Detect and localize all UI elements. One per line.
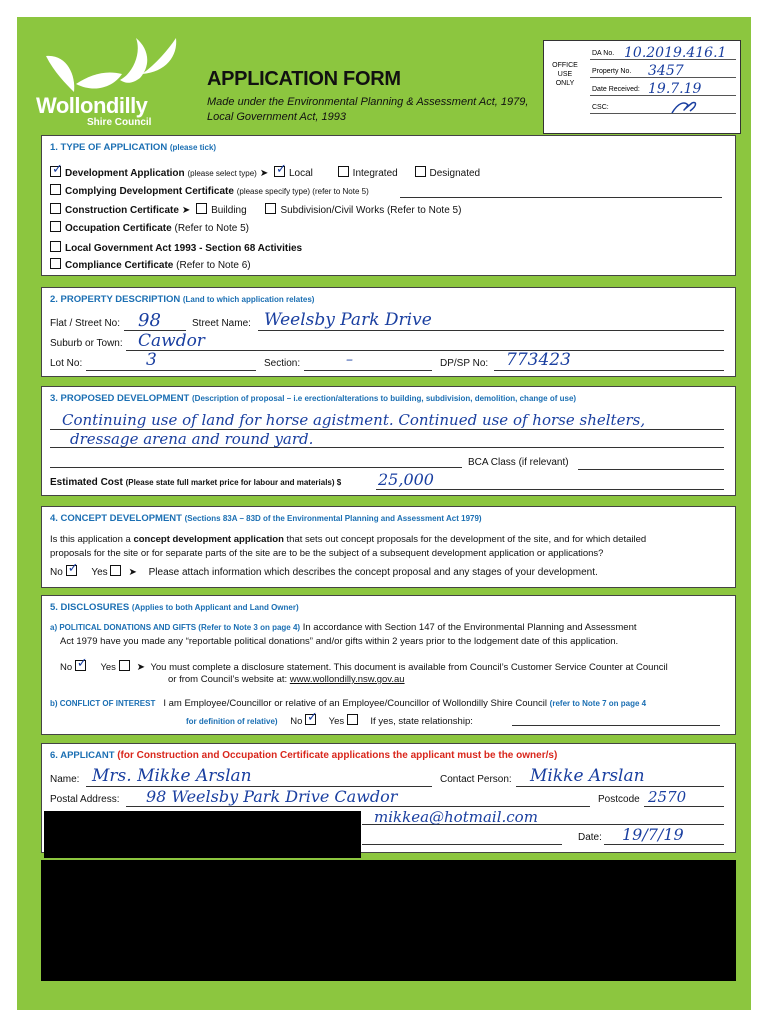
da-value[interactable]: 10.2019.416.1 bbox=[624, 45, 727, 61]
date-label: Date: bbox=[578, 832, 602, 843]
form-title: APPLICATION FORM bbox=[207, 68, 401, 90]
dp-value[interactable]: 773423 bbox=[506, 350, 571, 370]
donations-title: a) POLITICAL DONATIONS AND GIFTS (Refer to Note 3 on page 4) bbox=[50, 623, 301, 632]
checkbox-designated[interactable] bbox=[415, 166, 426, 177]
redaction-block-1 bbox=[44, 811, 361, 858]
section-3-title bbox=[50, 393, 576, 404]
section-type-of-application bbox=[41, 135, 736, 276]
s6-title-text: 6. APPLICANT bbox=[50, 750, 115, 761]
concept-no-label: No bbox=[50, 567, 63, 578]
dev-app-note: (please select type) bbox=[187, 169, 257, 178]
form-subtitle bbox=[207, 95, 528, 125]
section-property-description bbox=[41, 287, 736, 377]
s3-title-text: 3. PROPOSED DEVELOPMENT bbox=[50, 393, 190, 404]
contact-value[interactable]: Mikke Arslan bbox=[530, 766, 645, 786]
row-occupation-certificate bbox=[50, 221, 249, 234]
proposal-text-1[interactable]: Continuing use of land for horse agistment. Continued use of horse shelters, bbox=[62, 411, 646, 429]
s3-title-note: (Description of proposal – i.e erection/alterations to building, subdivision, demolition, change of use) bbox=[192, 394, 577, 403]
lot-line bbox=[86, 370, 256, 371]
conflict-title: b) CONFLICT OF INTEREST bbox=[50, 699, 156, 708]
arrow-icon: ➤ bbox=[181, 205, 191, 216]
conflict-row bbox=[50, 698, 646, 709]
checkbox-subdivision[interactable] bbox=[265, 203, 276, 214]
street-value[interactable]: Weelsby Park Drive bbox=[264, 310, 432, 330]
checkbox-section-68[interactable] bbox=[50, 241, 61, 252]
concept-answer-row bbox=[50, 565, 598, 578]
date-received-label: Date Received: bbox=[592, 86, 640, 93]
s5-title-note: (Applies to both Applicant and Land Owner) bbox=[131, 603, 299, 612]
section-label: Section: bbox=[264, 358, 301, 369]
cost-label: Estimated Cost bbox=[50, 477, 123, 488]
s6-title-note: (for Construction and Occupation Certificate applications the applicant must be the owner/s) bbox=[117, 750, 558, 761]
street-line bbox=[258, 330, 724, 331]
conflict-no-label: No bbox=[290, 716, 303, 727]
csc-row bbox=[590, 97, 736, 114]
dev-app-label: Development Application bbox=[65, 168, 185, 179]
initials-signature-icon bbox=[670, 99, 700, 115]
donations-yes-label: Yes bbox=[100, 662, 116, 673]
concept-q-post: that sets out concept proposals for the development of the site, and for which detailed bbox=[286, 534, 647, 545]
name-label: Name: bbox=[50, 774, 80, 785]
integrated-label: Integrated bbox=[352, 168, 398, 179]
conflict-answer-row bbox=[186, 714, 473, 727]
postal-line bbox=[126, 806, 590, 807]
logo-sub: Shire Council bbox=[87, 117, 152, 128]
suburb-line bbox=[126, 350, 724, 351]
section-line bbox=[304, 370, 432, 371]
property-value[interactable]: 3457 bbox=[648, 63, 684, 79]
section-2-title bbox=[50, 294, 314, 305]
da-label: DA No. bbox=[592, 50, 615, 57]
date-value[interactable]: 19/7/19 bbox=[622, 825, 684, 844]
redaction-block-2 bbox=[41, 860, 736, 981]
email-value[interactable]: mikkea@hotmail.com bbox=[374, 808, 538, 826]
suburb-label: Suburb or Town: bbox=[50, 338, 123, 349]
proposal-line-3 bbox=[50, 467, 462, 468]
suburb-value[interactable]: Cawdor bbox=[138, 331, 205, 351]
concept-q-pre: Is this application a bbox=[50, 534, 131, 545]
conflict-note-1: (refer to Note 7 on page 4 bbox=[549, 699, 647, 708]
cdc-note: (please specify type) (refer to Note 5) bbox=[236, 187, 369, 196]
relationship-label: If yes, state relationship: bbox=[370, 716, 473, 727]
oc-note: (Refer to Note 5) bbox=[174, 223, 249, 234]
cdc-type-line[interactable] bbox=[400, 197, 722, 198]
subtitle-line-2: Local Government Act, 1993 bbox=[207, 111, 347, 123]
checkbox-concept-no[interactable] bbox=[66, 565, 77, 576]
concept-q-bold: concept development application bbox=[133, 534, 284, 545]
cost-note: (Please state full market price for labour and materials) $ bbox=[125, 478, 342, 487]
postcode-line bbox=[644, 806, 724, 807]
postal-label: Postal Address: bbox=[50, 794, 120, 805]
s4-title-note: (Sections 83A – 83D of the Environmental Planning and Assessment Act 1979) bbox=[184, 514, 482, 523]
concept-question-2: proposals for the site or for separate parts of the site are to be the subject of a subsequent development application or applications? bbox=[50, 548, 604, 559]
s68-label: Local Government Act 1993 - Section 68 Activities bbox=[65, 243, 303, 254]
donations-text-2: Act 1979 have you made any “reportable political donations” and/or gifts within 2 years prior to the lodgement date of this application. bbox=[60, 636, 619, 647]
postcode-label: Postcode bbox=[598, 794, 640, 805]
checkbox-local[interactable] bbox=[274, 166, 285, 177]
office-use-label: OFFICE USE ONLY bbox=[552, 62, 578, 87]
s4-title-text: 4. CONCEPT DEVELOPMENT bbox=[50, 513, 182, 524]
property-label: Property No. bbox=[592, 68, 632, 75]
donations-must-text: You must complete a disclosure statement. This document is available from Council’s Customer Service Counter at Council bbox=[150, 662, 668, 673]
contact-line bbox=[516, 786, 724, 787]
checkbox-development-application[interactable] bbox=[50, 166, 61, 177]
compliance-label: Compliance Certificate bbox=[65, 260, 174, 271]
arrow-icon: ➤ bbox=[128, 567, 137, 578]
checkbox-conflict-yes[interactable] bbox=[347, 714, 358, 725]
lot-value[interactable]: 3 bbox=[146, 350, 157, 370]
designated-label: Designated bbox=[429, 168, 481, 179]
row-complying-development bbox=[50, 184, 369, 197]
section-proposed-development bbox=[41, 386, 736, 496]
bca-line[interactable] bbox=[578, 469, 724, 470]
contact-label: Contact Person: bbox=[440, 774, 512, 785]
subtitle-line-1: Made under the Environmental Planning & Assessment Act, 1979, bbox=[207, 96, 529, 108]
conflict-note-2: for definition of relative) bbox=[186, 717, 278, 726]
office-use-box bbox=[543, 40, 741, 134]
name-value[interactable]: Mrs. Mikke Arslan bbox=[92, 766, 252, 786]
signature-line[interactable] bbox=[362, 844, 562, 845]
flat-value[interactable]: 98 bbox=[138, 310, 161, 331]
cc-label: Construction Certificate bbox=[65, 205, 179, 216]
row-development-application bbox=[50, 166, 480, 179]
date-received-row bbox=[590, 79, 736, 96]
conflict-yes-label: Yes bbox=[328, 716, 345, 727]
s1-title-note: (please tick) bbox=[169, 143, 217, 152]
s5-title-text: 5. DISCLOSURES bbox=[50, 602, 130, 613]
section-5-title bbox=[50, 602, 299, 613]
conflict-text: I am Employee/Councillor or relative of an Employee/Councillor of Wollondilly Shire Council bbox=[163, 698, 548, 709]
concept-question-1 bbox=[50, 534, 646, 545]
checkbox-compliance-certificate[interactable] bbox=[50, 258, 61, 269]
street-label: Street Name: bbox=[192, 318, 251, 329]
s1-title-text: 1. TYPE OF APPLICATION bbox=[50, 142, 168, 153]
dp-label: DP/SP No: bbox=[440, 358, 489, 369]
council-website-link[interactable]: www.wollondilly.nsw.gov.au bbox=[289, 674, 405, 685]
donations-text-1: In accordance with Section 147 of the Environmental Planning and Assessment bbox=[302, 622, 637, 633]
relationship-line[interactable] bbox=[512, 725, 720, 726]
property-number-row bbox=[590, 61, 736, 78]
website-pre: or from Council’s website at: bbox=[168, 674, 288, 685]
checkbox-construction-certificate[interactable] bbox=[50, 203, 61, 214]
concept-yes-label: Yes bbox=[91, 567, 108, 578]
subdivision-label: Subdivision/Civil Works (Refer to Note 5) bbox=[280, 205, 462, 216]
checkbox-occupation-certificate[interactable] bbox=[50, 221, 61, 232]
concept-attach-note: Please attach information which describes the concept proposal and any stages of your development. bbox=[148, 567, 598, 578]
bca-label: BCA Class (if relevant) bbox=[468, 457, 569, 468]
csc-label: CSC: bbox=[592, 104, 609, 111]
section-6-title bbox=[50, 750, 557, 761]
donations-row bbox=[50, 622, 637, 633]
cdc-label: Complying Development Certificate bbox=[65, 186, 234, 197]
checkbox-donations-no[interactable] bbox=[75, 660, 86, 671]
da-number-row bbox=[590, 43, 736, 60]
checkbox-concept-yes[interactable] bbox=[110, 565, 121, 576]
oc-label: Occupation Certificate bbox=[65, 223, 172, 234]
arrow-icon: ➤ bbox=[136, 662, 145, 673]
s2-title-text: 2. PROPERTY DESCRIPTION bbox=[50, 294, 181, 305]
section-value[interactable]: – bbox=[346, 352, 353, 368]
checkbox-donations-yes[interactable] bbox=[119, 660, 130, 671]
date-line bbox=[604, 844, 724, 845]
dp-line bbox=[494, 370, 724, 371]
section-concept-development bbox=[41, 506, 736, 588]
postcode-value[interactable]: 2570 bbox=[648, 788, 687, 806]
flat-label: Flat / Street No: bbox=[50, 318, 121, 329]
donations-no-label: No bbox=[60, 662, 73, 673]
section-1-title bbox=[50, 142, 216, 153]
cost-line bbox=[376, 489, 724, 490]
proposal-text-2[interactable]: dressage arena and round yard. bbox=[70, 430, 314, 448]
lot-label: Lot No: bbox=[50, 358, 83, 369]
checkbox-integrated[interactable] bbox=[338, 166, 349, 177]
postal-value[interactable]: 98 Weelsby Park Drive Cawdor bbox=[146, 787, 398, 806]
donations-website-row bbox=[168, 674, 405, 685]
row-construction-certificate bbox=[50, 203, 461, 216]
checkbox-building[interactable] bbox=[196, 203, 207, 214]
cost-value[interactable]: 25,000 bbox=[378, 470, 434, 489]
logo-name: Wollondilly bbox=[36, 93, 148, 118]
local-label: Local bbox=[288, 168, 313, 179]
building-label: Building bbox=[211, 205, 247, 216]
s2-title-note: (Land to which application relates) bbox=[182, 295, 315, 304]
estimated-cost-row bbox=[50, 477, 341, 488]
row-section-68 bbox=[50, 241, 302, 254]
checkbox-conflict-no[interactable] bbox=[305, 714, 316, 725]
section-4-title bbox=[50, 513, 482, 524]
compliance-note: (Refer to Note 6) bbox=[176, 260, 251, 271]
checkbox-complying-development[interactable] bbox=[50, 184, 61, 195]
arrow-icon: ➤ bbox=[259, 168, 269, 179]
row-compliance-certificate bbox=[50, 258, 251, 271]
date-received-value[interactable]: 19.7.19 bbox=[648, 81, 702, 97]
donations-answer-row bbox=[60, 660, 668, 673]
section-disclosures bbox=[41, 595, 736, 735]
